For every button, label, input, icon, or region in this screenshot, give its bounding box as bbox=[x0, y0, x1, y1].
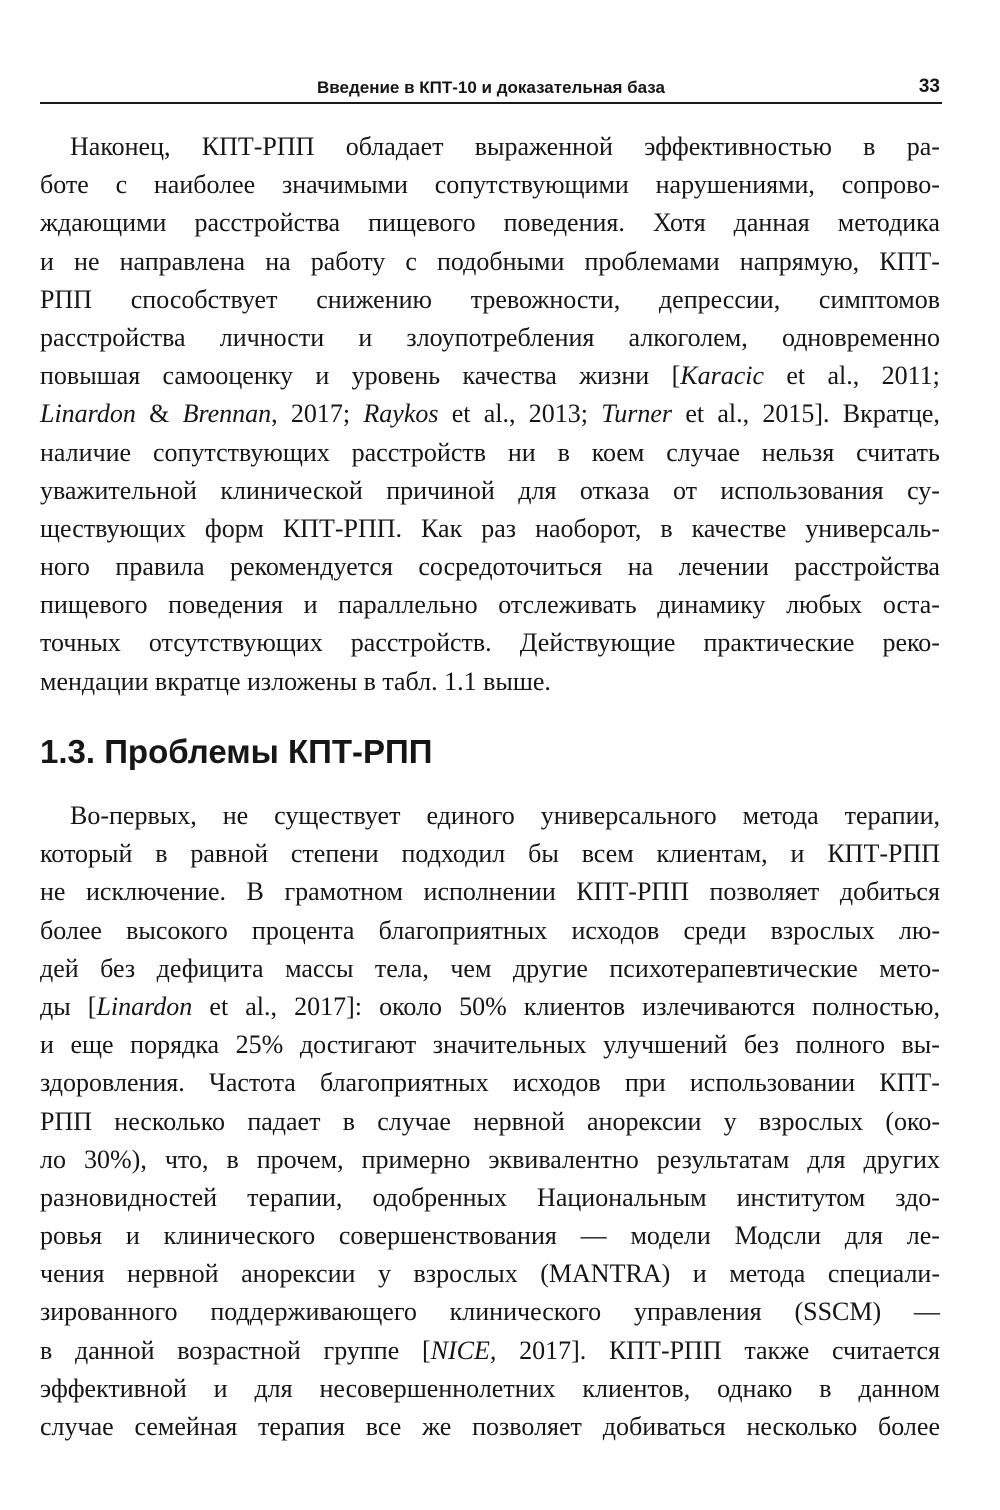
word: тревожности, bbox=[470, 284, 621, 314]
text-line bbox=[40, 586, 940, 624]
text-line bbox=[40, 1064, 940, 1102]
word: симптомов bbox=[818, 284, 940, 314]
word: единого bbox=[426, 801, 515, 830]
word: Raykos bbox=[363, 399, 439, 429]
word: самооценку bbox=[162, 361, 294, 391]
word: анорексии bbox=[241, 1259, 356, 1289]
text-line bbox=[40, 797, 940, 835]
word: al., bbox=[245, 991, 278, 1021]
word: на bbox=[627, 552, 654, 582]
word: причиной bbox=[386, 475, 495, 505]
word: значительных bbox=[432, 1030, 587, 1060]
word: клинического bbox=[163, 1221, 316, 1251]
word: методика bbox=[837, 208, 940, 238]
text-line bbox=[40, 912, 940, 950]
word: лечении bbox=[678, 552, 769, 582]
word: модели bbox=[630, 1221, 711, 1251]
word: расстройств. bbox=[350, 628, 492, 658]
word: 25% bbox=[235, 1030, 284, 1060]
word: сопрово- bbox=[841, 170, 940, 200]
word: [Linardon bbox=[87, 991, 193, 1021]
word: благоприятных bbox=[319, 1068, 489, 1098]
word: наоборот, bbox=[535, 513, 642, 543]
word: ждающими bbox=[40, 208, 167, 238]
word: более bbox=[40, 915, 102, 945]
word: анорексии bbox=[587, 1106, 702, 1136]
text-line bbox=[40, 1103, 940, 1141]
word: эквивалентно bbox=[488, 1144, 639, 1174]
word: Наконец, bbox=[70, 132, 171, 161]
word: отсутствующих bbox=[148, 628, 323, 658]
text-line bbox=[40, 1255, 940, 1293]
text-line bbox=[40, 319, 940, 357]
word: правила bbox=[115, 552, 205, 582]
word: 50% bbox=[459, 991, 507, 1021]
word: исходов bbox=[571, 915, 660, 945]
word: Вкратце, bbox=[842, 399, 940, 429]
text-line bbox=[40, 357, 940, 395]
word: ществующих bbox=[40, 513, 186, 543]
text-line bbox=[40, 434, 940, 472]
word: равной bbox=[190, 839, 269, 869]
word: клинической bbox=[220, 475, 363, 505]
word: исключение. bbox=[86, 877, 226, 907]
word: проблемами bbox=[584, 246, 720, 276]
word: случае bbox=[40, 1412, 114, 1441]
word: 30%), bbox=[84, 1144, 147, 1174]
word: ного bbox=[40, 552, 90, 582]
word: универсального bbox=[540, 801, 717, 830]
word: Turner bbox=[601, 399, 673, 429]
word: дей bbox=[40, 953, 79, 983]
word: напрямую, bbox=[739, 246, 860, 276]
word: способствует bbox=[130, 284, 278, 314]
word: ло bbox=[40, 1144, 66, 1174]
word: Хотя bbox=[652, 208, 706, 238]
word: расстройства bbox=[194, 208, 341, 238]
text-line bbox=[40, 1370, 940, 1408]
word: Как bbox=[421, 513, 463, 543]
word: зированного bbox=[40, 1297, 178, 1327]
word: в bbox=[155, 839, 168, 869]
word: взрослых bbox=[758, 1106, 864, 1136]
word: несколько bbox=[746, 1412, 858, 1441]
word: считается bbox=[832, 1335, 940, 1365]
word: & bbox=[149, 399, 170, 429]
word: случае bbox=[377, 1106, 451, 1136]
word: нарушениями, bbox=[655, 170, 815, 200]
word: и bbox=[315, 361, 330, 391]
text-line bbox=[40, 950, 940, 988]
word: еще bbox=[70, 1030, 114, 1060]
word: Во-первых, bbox=[70, 801, 197, 830]
word: чем bbox=[450, 953, 492, 983]
word: на bbox=[265, 246, 291, 276]
word: отслеживать bbox=[498, 590, 637, 620]
word: параллельно bbox=[338, 590, 478, 620]
word: оста- bbox=[882, 590, 940, 620]
word: процента bbox=[251, 915, 355, 945]
word: et bbox=[451, 399, 471, 429]
word: 2017; bbox=[290, 399, 351, 429]
word: [NICE, bbox=[421, 1335, 497, 1365]
word: КПТ-РПП bbox=[827, 839, 940, 869]
word: 2015]. bbox=[762, 399, 830, 429]
word: уровень bbox=[351, 361, 441, 391]
word: для bbox=[807, 1144, 846, 1174]
word: грамотном bbox=[284, 877, 403, 907]
word: выраженной bbox=[474, 132, 613, 161]
word: метода bbox=[742, 801, 819, 830]
word: ра- bbox=[906, 132, 940, 161]
word: институтом bbox=[736, 1182, 866, 1212]
word: отказа bbox=[579, 475, 650, 505]
word: чения bbox=[40, 1259, 105, 1289]
word: прочем, bbox=[256, 1144, 344, 1174]
text-line bbox=[40, 624, 940, 662]
text-line bbox=[40, 1332, 940, 1370]
word: и bbox=[213, 1373, 228, 1403]
word: специали- bbox=[827, 1259, 940, 1289]
word: полностью, bbox=[812, 991, 940, 1021]
word: улучшений bbox=[603, 1030, 728, 1060]
word: клиентам, bbox=[656, 839, 768, 869]
word: примерно bbox=[361, 1144, 471, 1174]
text-line bbox=[40, 873, 940, 911]
word: для bbox=[254, 1373, 293, 1403]
word: у bbox=[723, 1106, 737, 1136]
word: динамику bbox=[657, 590, 766, 620]
word: В bbox=[246, 877, 264, 907]
word: клиентов, bbox=[582, 1373, 691, 1403]
word: КПТ-РПП bbox=[201, 132, 315, 161]
word: же bbox=[422, 1412, 452, 1441]
word: клинического bbox=[449, 1297, 602, 1327]
word: поведения bbox=[168, 590, 283, 620]
word: направлена bbox=[119, 246, 246, 276]
word: использования bbox=[720, 475, 884, 505]
word: который bbox=[40, 839, 133, 869]
word: в bbox=[660, 513, 673, 543]
word: повышая bbox=[40, 361, 141, 391]
word: 2017]. bbox=[519, 1335, 587, 1365]
word: су- bbox=[907, 475, 940, 505]
word: более bbox=[878, 1412, 940, 1441]
word: — bbox=[580, 1221, 607, 1251]
word: злоупотребления bbox=[406, 322, 595, 352]
word: личности bbox=[219, 322, 325, 352]
word: Модсли bbox=[734, 1221, 821, 1251]
word: семейная bbox=[134, 1412, 238, 1441]
word: взрослых bbox=[413, 1259, 518, 1289]
text-line bbox=[40, 128, 940, 166]
word: терапии, bbox=[247, 1182, 343, 1212]
word: пищевого bbox=[40, 590, 148, 620]
word: случае bbox=[666, 437, 740, 467]
word: без bbox=[100, 953, 136, 983]
word: высокого bbox=[126, 915, 228, 945]
page-number: 33 bbox=[918, 76, 940, 97]
word: депрессии, bbox=[658, 284, 781, 314]
word: тела, bbox=[374, 953, 429, 983]
text-line bbox=[40, 548, 940, 586]
word: терапия bbox=[258, 1412, 345, 1441]
word: нервной bbox=[473, 1106, 565, 1136]
word: около bbox=[379, 991, 443, 1021]
word: не bbox=[40, 877, 66, 907]
text-line bbox=[40, 835, 940, 873]
word: Brennan, bbox=[182, 399, 278, 429]
word: et bbox=[685, 399, 705, 429]
paragraph-1 bbox=[40, 128, 940, 701]
text-line bbox=[40, 510, 940, 548]
word: исполнении bbox=[423, 877, 556, 907]
word: сопутствующими bbox=[434, 170, 629, 200]
word: также bbox=[744, 1335, 810, 1365]
text-line bbox=[40, 166, 940, 204]
word: излечиваются bbox=[642, 991, 796, 1021]
word: с bbox=[115, 170, 128, 200]
word: несовершеннолетних bbox=[319, 1373, 556, 1403]
word: РПП bbox=[40, 1106, 93, 1136]
word: дефицита bbox=[156, 953, 264, 983]
word: точных bbox=[40, 628, 121, 658]
word: вы- bbox=[901, 1030, 940, 1060]
word: от bbox=[672, 475, 697, 505]
word: наличие bbox=[40, 437, 132, 467]
word: любых bbox=[786, 590, 863, 620]
text-line bbox=[40, 1408, 940, 1446]
text-line bbox=[40, 1217, 940, 1255]
word: al., bbox=[717, 399, 750, 429]
word: сосредоточиться bbox=[418, 552, 603, 582]
text-line bbox=[40, 243, 940, 281]
word: снижению bbox=[316, 284, 432, 314]
word: ровья bbox=[40, 1221, 103, 1251]
word: у bbox=[377, 1259, 391, 1289]
word: падает bbox=[247, 1106, 321, 1136]
text-line bbox=[40, 395, 940, 433]
word: результатам bbox=[656, 1144, 790, 1174]
word: поддерживающего bbox=[210, 1297, 417, 1327]
word: метода bbox=[729, 1259, 806, 1289]
word: расстройства bbox=[40, 322, 186, 352]
word: РПП bbox=[40, 284, 93, 314]
text-line bbox=[40, 1141, 940, 1179]
word: взрослых bbox=[770, 915, 875, 945]
word: и bbox=[40, 246, 54, 276]
word: в bbox=[863, 132, 876, 161]
word: эффективностью bbox=[644, 132, 832, 161]
word: в bbox=[819, 1373, 832, 1403]
word: сопутствующих bbox=[152, 437, 330, 467]
word: одобренных bbox=[372, 1182, 508, 1212]
word: лю- bbox=[898, 915, 940, 945]
word: (MANTRA) bbox=[540, 1259, 671, 1289]
word: не bbox=[74, 246, 100, 276]
word: однако bbox=[717, 1373, 793, 1403]
word: эффективной bbox=[40, 1373, 187, 1403]
word: работу bbox=[310, 246, 386, 276]
paragraph-2 bbox=[40, 797, 940, 1446]
word: ле- bbox=[906, 1221, 940, 1251]
word: добиться bbox=[839, 877, 940, 907]
word: ни bbox=[507, 437, 536, 467]
word: ды bbox=[40, 991, 71, 1021]
word: не bbox=[222, 801, 249, 830]
text-line bbox=[40, 281, 940, 319]
word: алкоголем, bbox=[628, 322, 748, 352]
word: КПТ-РПП bbox=[608, 1335, 722, 1365]
word: 2013; bbox=[528, 399, 588, 429]
word: КПТ-РПП. bbox=[282, 513, 402, 543]
word: [Karacic bbox=[671, 361, 764, 391]
word: универсаль- bbox=[805, 513, 940, 543]
word: управления bbox=[633, 1297, 762, 1327]
word: что, bbox=[164, 1144, 209, 1174]
word: и bbox=[40, 1030, 54, 1060]
word: мендации вкратце изложены в табл. 1.1 выше. bbox=[40, 666, 551, 696]
word: достигают bbox=[299, 1030, 417, 1060]
word: существует bbox=[274, 801, 401, 830]
word: и bbox=[303, 590, 318, 620]
word: et bbox=[209, 991, 229, 1021]
word: психотерапевтические bbox=[609, 953, 858, 983]
word: реко- bbox=[882, 628, 940, 658]
word: в bbox=[557, 437, 570, 467]
text-line bbox=[40, 204, 940, 242]
word: других bbox=[863, 1144, 940, 1174]
word: в bbox=[40, 1335, 53, 1365]
word: и bbox=[125, 1221, 140, 1251]
word: полного bbox=[795, 1030, 885, 1060]
word: рекомендуется bbox=[230, 552, 393, 582]
word: благоприятных bbox=[378, 915, 548, 945]
word: жизни bbox=[579, 361, 650, 391]
word: и bbox=[358, 322, 373, 352]
word: пищевого bbox=[368, 208, 476, 238]
word: массы bbox=[285, 953, 354, 983]
word: боте bbox=[40, 170, 89, 200]
word: здоровления. bbox=[40, 1068, 185, 1098]
word: всем bbox=[581, 839, 634, 869]
word: и bbox=[790, 839, 805, 869]
word: Действующие bbox=[519, 628, 676, 658]
word: обладает bbox=[345, 132, 444, 161]
word: нервной bbox=[126, 1259, 219, 1289]
word: группе bbox=[323, 1335, 400, 1365]
word: без bbox=[743, 1030, 779, 1060]
word: КПТ- bbox=[879, 246, 940, 276]
word: несколько bbox=[114, 1106, 226, 1136]
word: расстройств bbox=[351, 437, 487, 467]
word: поведения. bbox=[503, 208, 625, 238]
word: возрастной bbox=[177, 1335, 301, 1365]
word: качестве bbox=[691, 513, 787, 543]
word: для bbox=[518, 475, 557, 505]
word: для bbox=[844, 1221, 883, 1251]
word: Linardon bbox=[40, 399, 136, 429]
word: все bbox=[365, 1412, 402, 1441]
word: (око- bbox=[885, 1106, 940, 1136]
word: качества bbox=[462, 361, 557, 391]
text-line bbox=[40, 663, 940, 701]
word: добиваться bbox=[602, 1412, 726, 1441]
word: здо- bbox=[895, 1182, 940, 1212]
text-line bbox=[40, 1026, 940, 1064]
word: данная bbox=[733, 208, 810, 238]
word: нельзя bbox=[761, 437, 835, 467]
word: терапии, bbox=[844, 801, 940, 830]
word: одновременно bbox=[781, 322, 940, 352]
word: расстройства bbox=[794, 552, 940, 582]
word: позволяет bbox=[472, 1412, 582, 1441]
word: значимыми bbox=[281, 170, 408, 200]
word: порядка bbox=[130, 1030, 220, 1060]
word: клиентов bbox=[523, 991, 626, 1021]
word: — bbox=[913, 1297, 940, 1327]
word: другие bbox=[512, 953, 588, 983]
word: Национальным bbox=[537, 1182, 707, 1212]
word: среди bbox=[683, 915, 747, 945]
word: подходил bbox=[401, 839, 506, 869]
word: данном bbox=[858, 1373, 940, 1403]
word: раз bbox=[481, 513, 517, 543]
word: бы bbox=[528, 839, 559, 869]
word: при bbox=[624, 1068, 666, 1098]
text-line bbox=[40, 472, 940, 510]
word: разновидностей bbox=[40, 1182, 218, 1212]
word: исходов bbox=[512, 1068, 601, 1098]
word: al., bbox=[827, 361, 860, 391]
word: степени bbox=[290, 839, 379, 869]
word: et bbox=[786, 361, 806, 391]
word: КПТ-РПП bbox=[576, 877, 689, 907]
word: 2017]: bbox=[294, 991, 363, 1021]
word: данной bbox=[74, 1335, 155, 1365]
section-heading: 1.3. Проблемы КПТ-РПП bbox=[40, 733, 433, 770]
word: мето- bbox=[879, 953, 940, 983]
word: (SSCM) bbox=[794, 1297, 882, 1327]
word: наиболее bbox=[153, 170, 256, 200]
word: совершенствования bbox=[338, 1221, 557, 1251]
word: 2011; bbox=[881, 361, 940, 391]
word: подобными bbox=[436, 246, 565, 276]
running-head bbox=[40, 74, 942, 104]
word: с bbox=[405, 246, 417, 276]
word: коем bbox=[591, 437, 645, 467]
running-head-title: Введение в КПТ-10 и доказательная база bbox=[317, 78, 665, 97]
word: Частота bbox=[208, 1068, 296, 1098]
word: форм bbox=[204, 513, 264, 543]
text-line bbox=[40, 988, 940, 1026]
word: al., bbox=[483, 399, 516, 429]
text-line bbox=[40, 1179, 940, 1217]
word: позволяет bbox=[709, 877, 820, 907]
word: практические bbox=[703, 628, 855, 658]
word: КПТ- bbox=[879, 1068, 940, 1098]
text-line bbox=[40, 1293, 940, 1331]
word: использовании bbox=[689, 1068, 856, 1098]
word: считать bbox=[856, 437, 940, 467]
word: в bbox=[226, 1144, 239, 1174]
word: и bbox=[692, 1259, 707, 1289]
word: в bbox=[342, 1106, 355, 1136]
word: уважительной bbox=[40, 475, 197, 505]
